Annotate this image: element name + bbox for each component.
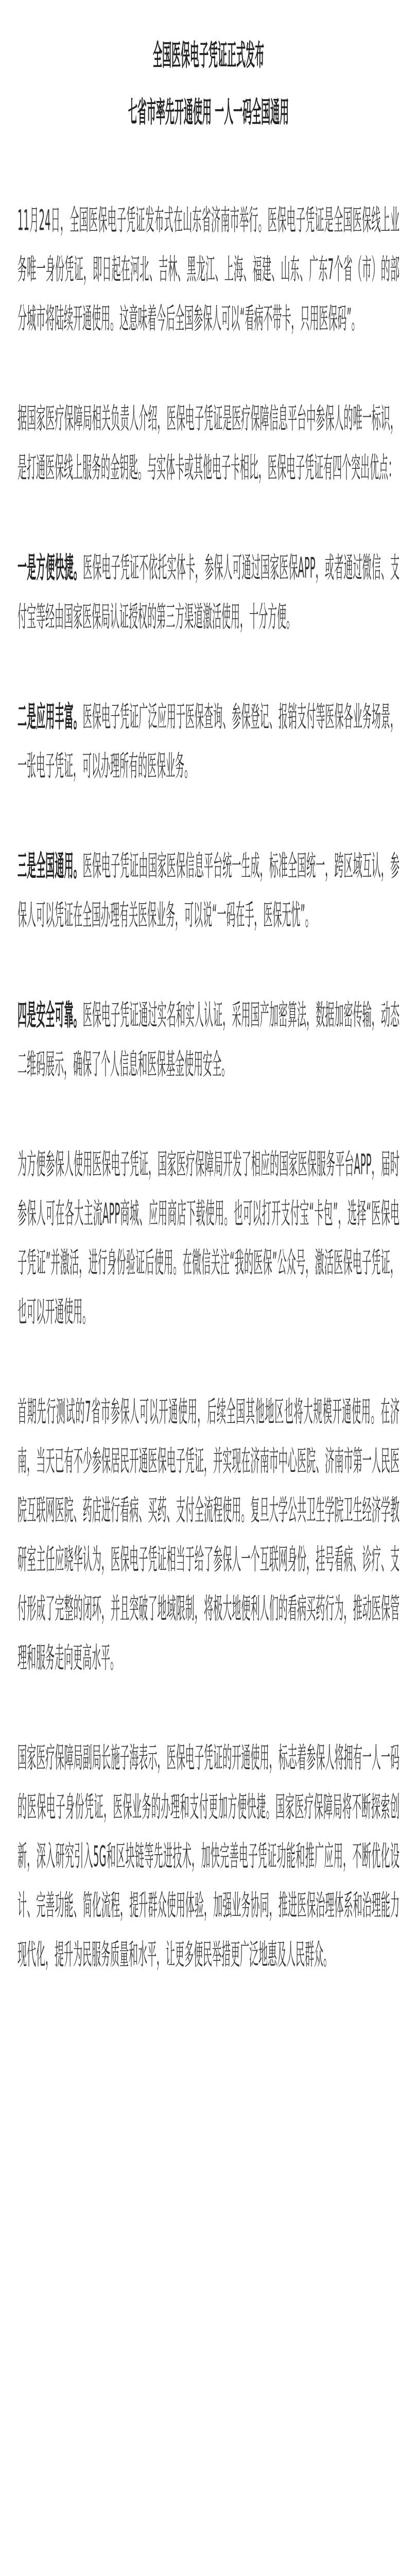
paragraph-pilot	[18, 1388, 399, 1684]
paragraph-advantage-2	[18, 693, 399, 792]
article-title-line-2: 七省市率先开通使用 一人一码全国通用	[128, 96, 289, 130]
paragraph-release	[18, 197, 399, 344]
article-body	[0, 143, 417, 1980]
paragraph-introduction	[18, 395, 399, 494]
paragraph-text: 医保电子凭证不依托实体卡，参保人可通过国家医保APP，或者通过微信、支付宝等经由国家医保局认证授权的第三方渠道激活使用，十分方便。	[18, 552, 399, 635]
paragraph-text: 首期先行测试的7省市参保人可以开通使用，后续全国其他地区也将大规模开通使用。在济南，当天已有不少参保居民开通医保电子凭证，并实现在济南市中心医院、济南市第一人民医院互联网医院、药店进行看病、买药、支付全流程使用。复旦大学公共卫生学院卫生经济学教研室主任应晓华认为，医保电子凭证相当于给了参保人一个互联网身份，挂号看病、诊疗、支付形成了完整的闭环，并且突破了地域限制，将极大地便利人们的看病买药行为，推动医保管理和服务走向更高水平。	[18, 1396, 399, 1676]
paragraph-text: 11月24日，全国医保电子凭证发布式在山东省济南市举行。医保电子凭证是全国医保线上业务唯一身份凭证，即日起在河北、吉林、黑龙江、上海、福建、山东、广东7个省（市）的部分城市将陆续开通使用。这意味着今后全国参保人可以“看病不带卡，只用医保码”。	[18, 205, 399, 336]
paragraph-advantage-4	[18, 992, 399, 1090]
paragraph-lead: 四是安全可靠。	[18, 999, 83, 1033]
paragraph-lead: 一是方便快捷。	[18, 552, 83, 586]
article-header	[0, 0, 417, 143]
paragraph-text: 为方便参保人使用医保电子凭证，国家医疗保障局开发了相应的国家医保服务平台APP，届时参保人可在各大主流APP商城、应用商店下载使用。也可以打开支付宝“卡包”，选择“医保电子凭证”并激活，进行身份验证后使用。在微信关注“我的医保”公众号，激活医保电子凭证，也可以开通使用。	[18, 1148, 399, 1330]
paragraph-text: 据国家医疗保障局相关负责人介绍，医保电子凭证是医疗保障信息平台中参保人的唯一标识，是打通医保线上服务的金钥匙。与实体卡或其他电子卡相比，医保电子凭证有四个突出优点：	[18, 403, 399, 486]
paragraph-outlook	[18, 1734, 399, 1980]
paragraph-text: 医保电子凭证通过实名和实人认证，采用国产加密算法，数据加密传输，动态二维码展示，确保了个人信息和医保基金使用安全。	[18, 999, 399, 1082]
paragraph-text: 国家医疗保障局副局长施子海表示，医保电子凭证的开通使用，标志着参保人将拥有一人一码的医保电子身份凭证，医保业务的办理和支付更加方便快捷。国家医疗保障局将不断探索创新，深入研究引入5G和区块链等先进技术，加快完善电子凭证功能和推广应用，不断优化设计、完善功能、简化流程，提升群众使用体验，加强业务协同，推进医保治理体系和治理能力现代化，提升为民服务质量和水平，让更多便民举措更广泛地惠及人民群众。	[18, 1742, 399, 1973]
article-title-line-1: 全国医保电子凭证正式发布	[153, 40, 264, 73]
paragraph-text: 医保电子凭证广泛应用于医保查询、参保登记、报销支付等医保各业务场景，一张电子凭证，可以办理所有的医保业务。	[18, 701, 399, 784]
paragraph-lead: 二是应用丰富。	[18, 701, 83, 735]
paragraph-advantage-1	[18, 544, 399, 642]
paragraph-how-to-use	[18, 1141, 399, 1338]
paragraph-text: 医保电子凭证由国家医保信息平台统一生成，标准全国统一，跨区域互认，参保人可以凭证在全国办理有关医保业务，可以说“一码在手，医保无忧”。	[18, 850, 399, 934]
paragraph-advantage-3	[18, 842, 399, 941]
paragraph-lead: 三是全国通用。	[18, 850, 83, 884]
